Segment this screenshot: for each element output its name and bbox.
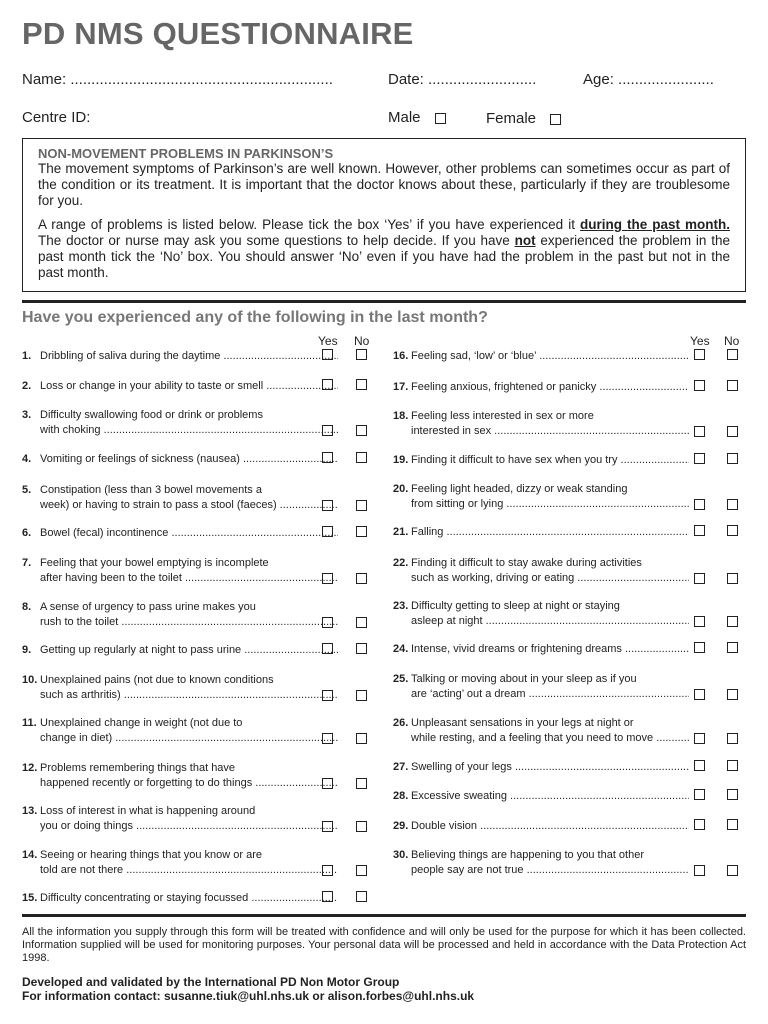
item-text-line-1: Problems remembering things that have [40, 762, 236, 774]
yes-checkbox[interactable] [694, 525, 705, 536]
question-item [22, 716, 372, 746]
yes-checkbox[interactable] [694, 760, 705, 771]
female-option [486, 110, 561, 127]
item-text [40, 761, 338, 791]
right-col-no-header: No [724, 334, 740, 348]
question-item [22, 483, 372, 513]
item-text [40, 556, 338, 586]
item-text-line-1: Feeling less interested in sex or more [411, 410, 594, 422]
yes-checkbox[interactable] [322, 349, 333, 360]
yes-checkbox[interactable] [322, 733, 333, 744]
female-checkbox[interactable] [550, 114, 561, 125]
item-text-line-2: you or doing things ..... [40, 819, 338, 834]
male-checkbox[interactable] [435, 113, 446, 124]
item-text-line-2: rush to the toilet ..... [40, 615, 338, 630]
item-text [40, 848, 338, 878]
no-checkbox[interactable] [356, 865, 367, 876]
item-text [411, 848, 689, 878]
item-text-line-1: Difficulty getting to sleep at night or staying [411, 600, 620, 612]
item-text-line-1: Seeing or hearing things that you know or are [40, 849, 262, 861]
item-text-line-1: Feeling sad, ‘low’ or ‘blue’ ..... [411, 349, 689, 364]
intro-heading: NON-MOVEMENT PROBLEMS IN PARKINSON’S [38, 146, 334, 161]
confidentiality-notice: All the information you supply through this form will be treated with confidence and will only be used for the purpose for which it has been collected. Information supplied will be used for monitoring purposes. Your personal data will be processed and held in accordance with the Data Protection Act 1998. [22, 926, 746, 964]
item-number: 30. [393, 849, 409, 861]
no-checkbox[interactable] [356, 379, 367, 390]
item-text-line-1: Vomiting or feelings of sickness (nausea) ..... [40, 452, 338, 467]
question-item [393, 349, 743, 364]
item-text [411, 672, 689, 702]
item-text-line-2: happened recently or forgetting to do things ..... [40, 776, 338, 791]
item-number: 13. [22, 805, 38, 817]
yes-checkbox[interactable] [322, 778, 333, 789]
question-item [393, 482, 743, 512]
item-text [40, 379, 338, 394]
item-text-line-1: Talking or moving about in your sleep as if you [411, 673, 637, 685]
item-number: 7. [22, 557, 32, 569]
yes-checkbox[interactable] [694, 819, 705, 830]
item-text-line-2: told are not there ..... [40, 863, 338, 878]
question-item [393, 819, 743, 834]
question-item [22, 891, 372, 906]
no-checkbox[interactable] [727, 789, 738, 800]
item-number: 18. [393, 410, 409, 422]
item-text-line-1: Dribbling of saliva during the daytime ..... [40, 349, 338, 364]
item-text [40, 716, 338, 746]
question-item [393, 599, 743, 629]
yes-checkbox[interactable] [322, 500, 333, 511]
item-text-line-1: Believing things are happening to you that other [411, 849, 644, 861]
no-checkbox[interactable] [356, 573, 367, 584]
item-number: 22. [393, 557, 409, 569]
item-text-line-1: Excessive sweating ..... [411, 789, 689, 804]
item-text-line-1: A sense of urgency to pass urine makes you [40, 601, 256, 613]
no-checkbox[interactable] [356, 690, 367, 701]
yes-checkbox[interactable] [322, 821, 333, 832]
item-text-line-1: Feeling anxious, frightened or panicky ..... [411, 380, 689, 395]
question-item [22, 556, 372, 586]
intro-paragraph-1: The movement symptoms of Parkinson’s are well known. However, other problems can sometimes occur as part of the condition or its treatment. It is important that the doctor knows about these, particularly if they are troublesome for you. [38, 161, 730, 208]
item-text-line-1: Loss or change in your ability to taste or smell ..... [40, 379, 338, 394]
item-text-line-1: Getting up regularly at night to pass urine ..... [40, 643, 338, 658]
item-number: 23. [393, 600, 409, 612]
item-text-line-1: Intense, vivid dreams or frightening dreams ..... [411, 642, 689, 657]
item-text-line-2: such as working, driving or eating ..... [411, 571, 689, 586]
yes-checkbox[interactable] [322, 452, 333, 463]
question-item [393, 453, 743, 468]
item-text-line-2: while resting, and a feeling that you need to move ..... [411, 731, 689, 746]
yes-checkbox[interactable] [694, 689, 705, 700]
developer-credits [22, 975, 474, 1003]
item-text-line-2: after having been to the toilet ..... [40, 571, 338, 586]
item-text [411, 409, 689, 439]
intro-paragraph-2 [38, 217, 730, 281]
yes-checkbox[interactable] [322, 617, 333, 628]
item-text-line-1: Difficulty concentrating or staying focussed ..... [40, 891, 338, 906]
item-text [40, 483, 338, 513]
item-text-line-1: Unexplained pains (not due to known conditions [40, 674, 274, 686]
item-text [411, 556, 689, 586]
item-text [411, 760, 689, 775]
item-number: 25. [393, 673, 409, 685]
no-checkbox[interactable] [727, 525, 738, 536]
question-item [393, 409, 743, 439]
item-text-line-2: with choking ..... [40, 423, 338, 438]
question-item [393, 380, 743, 395]
no-checkbox[interactable] [356, 733, 367, 744]
no-checkbox[interactable] [727, 819, 738, 830]
question-item [22, 673, 372, 703]
item-text-line-2: are ‘acting’ out a dream ..... [411, 687, 689, 702]
item-text-line-1: Constipation (less than 3 bowel movements a [40, 484, 262, 496]
question-item [393, 760, 743, 775]
question-item [393, 642, 743, 657]
yes-checkbox[interactable] [694, 616, 705, 627]
question-item [22, 452, 372, 467]
name-field[interactable]: Name: ............................................................... [22, 71, 333, 88]
item-number: 3. [22, 409, 32, 421]
yes-checkbox[interactable] [322, 865, 333, 876]
no-checkbox[interactable] [356, 526, 367, 537]
yes-checkbox[interactable] [694, 865, 705, 876]
item-text-line-1: Bowel (fecal) incontinence ..... [40, 526, 338, 541]
item-text-line-2: asleep at night ..... [411, 614, 689, 629]
item-text [411, 482, 689, 512]
item-number: 26. [393, 717, 409, 729]
item-text-line-1: Unpleasant sensations in your legs at night or [411, 717, 634, 729]
no-checkbox[interactable] [727, 349, 738, 360]
male-label: Male [388, 109, 421, 126]
item-number: 20. [393, 483, 409, 495]
yes-checkbox[interactable] [322, 573, 333, 584]
item-text-line-1: Feeling light headed, dizzy or weak standing [411, 483, 628, 495]
question-item [393, 556, 743, 586]
item-number: 24. [393, 643, 409, 655]
item-text-line-1: Double vision ..... [411, 819, 689, 834]
item-number: 12. [22, 762, 38, 774]
contact-info: For information contact: susanne.tiuk@uhl.nhs.uk or alison.forbes@uhl.nhs.uk [22, 989, 475, 1003]
right-col-yes-header: Yes [690, 334, 710, 348]
no-checkbox[interactable] [727, 733, 738, 744]
item-text [40, 349, 338, 364]
developed-by: Developed and validated by the International PD Non Motor Group [22, 975, 400, 989]
no-checkbox[interactable] [356, 821, 367, 832]
item-number: 28. [393, 790, 409, 802]
item-text [411, 789, 689, 804]
no-checkbox[interactable] [727, 760, 738, 771]
item-text-line-1: Loss of interest in what is happening around [40, 805, 256, 817]
yes-checkbox[interactable] [694, 380, 705, 391]
yes-checkbox[interactable] [694, 733, 705, 744]
item-text [40, 452, 338, 467]
item-number: 6. [22, 527, 32, 539]
question-item [22, 600, 372, 630]
yes-checkbox[interactable] [322, 891, 333, 902]
item-number: 2. [22, 380, 32, 392]
item-text-line-2: interested in sex ..... [411, 424, 689, 439]
question-item [393, 789, 743, 804]
divider-top [22, 300, 746, 303]
item-text-line-2: from sitting or lying ..... [411, 497, 689, 512]
no-checkbox[interactable] [727, 453, 738, 464]
no-checkbox[interactable] [727, 616, 738, 627]
no-checkbox[interactable] [727, 499, 738, 510]
female-label: Female [486, 110, 537, 127]
no-checkbox[interactable] [727, 380, 738, 391]
intro-text-c: The doctor or nurse may ask you some questions to help decide. If you have [38, 233, 515, 248]
yes-checkbox[interactable] [694, 789, 705, 800]
item-number: 14. [22, 849, 38, 861]
item-number: 4. [22, 453, 32, 465]
question-item [393, 525, 743, 540]
male-option [388, 109, 446, 126]
question-item [393, 848, 743, 878]
item-text [411, 642, 689, 657]
item-number: 11. [22, 717, 37, 729]
no-checkbox[interactable] [356, 452, 367, 463]
item-text [411, 349, 689, 364]
no-checkbox[interactable] [727, 573, 738, 584]
intro-box [22, 138, 746, 292]
item-text-line-2: week) or having to strain to pass a stool (faeces) ..... [40, 498, 338, 513]
item-number: 9. [22, 644, 32, 656]
centre-id-field[interactable]: Centre ID: [22, 109, 91, 126]
intro-emphasis-past-month: during the past month. [579, 217, 730, 232]
no-checkbox[interactable] [727, 426, 738, 437]
item-text-line-1: Finding it difficult to have sex when you try ..... [411, 453, 689, 468]
item-number: 1. [22, 350, 32, 362]
no-checkbox[interactable] [727, 865, 738, 876]
no-checkbox[interactable] [727, 689, 738, 700]
item-text-line-1: Feeling that your bowel emptying is incomplete [40, 557, 269, 569]
item-text-line-1: Swelling of your legs ..... [411, 760, 689, 775]
question-item [393, 716, 743, 746]
item-number: 16. [393, 350, 409, 362]
yes-checkbox[interactable] [694, 426, 705, 437]
yes-checkbox[interactable] [322, 690, 333, 701]
divider-bottom [22, 914, 746, 917]
intro-text-e: experienced the problem in the past month tick the ‘No’ box. You should answer ‘No’ even if you have had the problem in the past but not in the past month. [38, 233, 730, 280]
question-item [22, 848, 372, 878]
item-number: 19. [393, 454, 409, 466]
yes-checkbox[interactable] [694, 499, 705, 510]
age-field[interactable]: Age: ....................... [583, 71, 714, 88]
item-number: 10. [22, 674, 38, 686]
question-item [22, 761, 372, 791]
item-text [411, 453, 689, 468]
item-text-line-1: Difficulty swallowing food or drink or problems [40, 409, 263, 421]
item-text-line-2: such as arthritis) ..... [40, 688, 338, 703]
no-checkbox[interactable] [356, 778, 367, 789]
yes-checkbox[interactable] [322, 379, 333, 390]
left-col-no-header: No [354, 334, 370, 348]
page-title: PD NMS QUESTIONNAIRE [22, 16, 414, 51]
date-field[interactable]: Date: .......................... [388, 71, 537, 88]
item-number: 29. [393, 820, 409, 832]
item-text [40, 891, 338, 906]
question-item [22, 349, 372, 364]
item-text-line-1: Falling ..... [411, 525, 689, 540]
item-number: 8. [22, 601, 32, 613]
item-text [40, 526, 338, 541]
left-col-yes-header: Yes [318, 334, 338, 348]
no-checkbox[interactable] [356, 617, 367, 628]
question-item [22, 526, 372, 541]
item-number: 21. [393, 526, 409, 538]
yes-checkbox[interactable] [694, 349, 705, 360]
item-text [411, 380, 689, 395]
item-text [411, 819, 689, 834]
question-item [22, 643, 372, 658]
yes-checkbox[interactable] [694, 642, 705, 653]
item-text [40, 643, 338, 658]
no-checkbox[interactable] [356, 349, 367, 360]
yes-checkbox[interactable] [694, 453, 705, 464]
no-checkbox[interactable] [727, 642, 738, 653]
item-number: 5. [22, 484, 32, 496]
intro-emphasis-not: not [514, 233, 536, 248]
item-number: 15. [22, 892, 38, 904]
item-text [411, 525, 689, 540]
item-text-line-1: Finding it difficult to stay awake during activities [411, 557, 642, 569]
item-text-line-2: people say are not true ..... [411, 863, 689, 878]
item-text [411, 716, 689, 746]
item-text [40, 804, 338, 834]
item-number: 17. [393, 381, 409, 393]
yes-checkbox[interactable] [322, 643, 333, 654]
yes-checkbox[interactable] [322, 425, 333, 436]
yes-checkbox[interactable] [322, 526, 333, 537]
item-text [40, 408, 338, 438]
intro-text-a: A range of problems is listed below. Please tick the box ‘Yes’ if you have experienced it [38, 217, 580, 232]
question-item [22, 379, 372, 394]
no-checkbox[interactable] [356, 643, 367, 654]
yes-checkbox[interactable] [694, 573, 705, 584]
item-text [40, 600, 338, 630]
question-item [393, 672, 743, 702]
question-item [22, 804, 372, 834]
item-text-line-1: Unexplained change in weight (not due to [40, 717, 243, 729]
no-checkbox[interactable] [356, 891, 367, 902]
item-text [411, 599, 689, 629]
item-text-line-2: change in diet) ..... [40, 731, 338, 746]
no-checkbox[interactable] [356, 500, 367, 511]
item-number: 27. [393, 761, 409, 773]
question-item [22, 408, 372, 438]
section-question: Have you experienced any of the following in the last month? [22, 309, 488, 326]
no-checkbox[interactable] [356, 425, 367, 436]
item-text [40, 673, 338, 703]
